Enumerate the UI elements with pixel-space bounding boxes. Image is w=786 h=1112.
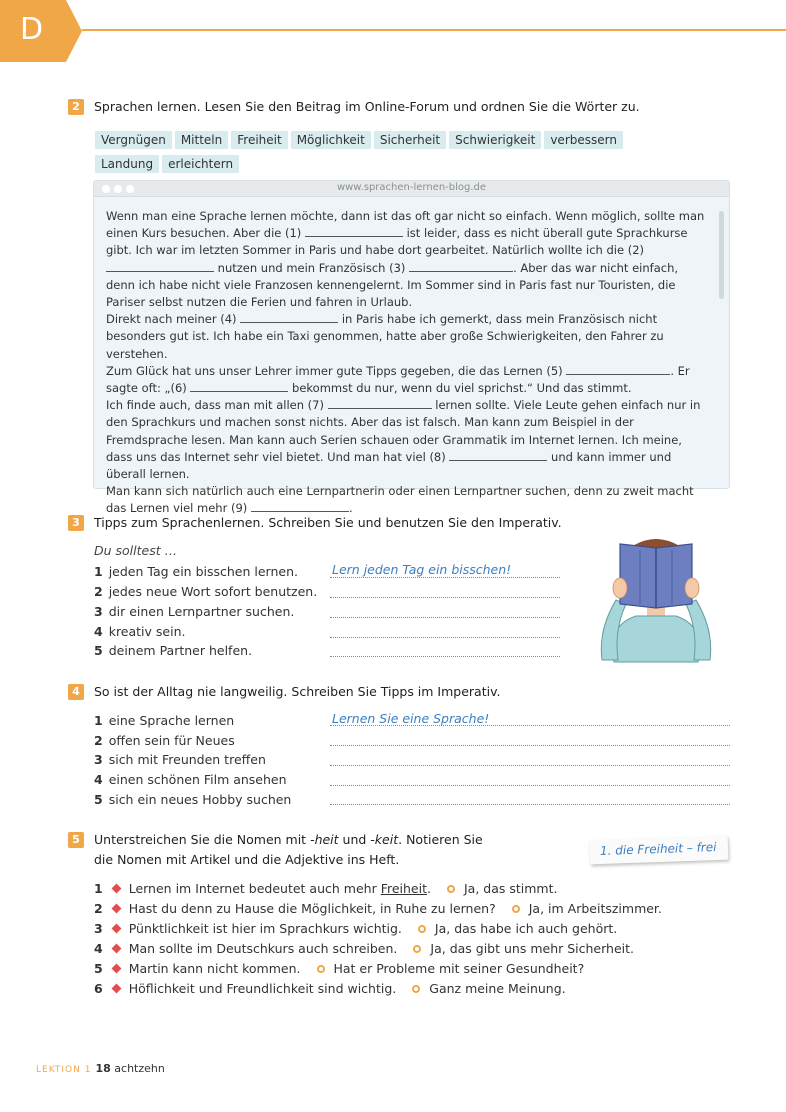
section-letter: D [20, 12, 44, 47]
gap-5[interactable] [566, 364, 670, 375]
gap-1[interactable] [305, 226, 403, 237]
dialogue-row: 6 Höflichkeit und Freundlichkeit sind wichtig. Ganz meine Meinung. [94, 981, 566, 996]
task-row: 4 einen schönen Film ansehen [94, 772, 287, 787]
ring-bullet-icon [447, 885, 455, 893]
word-chip[interactable]: Landung [95, 155, 159, 173]
gap-4[interactable] [240, 312, 338, 323]
word-chip[interactable]: Mitteln [175, 131, 228, 149]
answer-line[interactable] [330, 765, 730, 766]
diamond-bullet-icon [111, 944, 121, 954]
example-answer: Lernen Sie eine Sprache! [332, 711, 490, 726]
task-row: 5 sich ein neues Hobby suchen [94, 792, 292, 807]
task-row: 3 dir einen Lernpartner suchen. [94, 604, 295, 619]
exercise-3-intro: Du solltest … [94, 543, 178, 558]
task-row: 1 eine Sprache lernen [94, 713, 235, 728]
task-row: 1 jeden Tag ein bisschen lernen. [94, 564, 298, 579]
answer-line[interactable] [330, 637, 560, 638]
exercise-2-title: Sprachen lernen. Lesen Sie den Beitrag im Online-Forum und ordnen Sie die Wörter zu. [94, 99, 640, 114]
exercise-3-title: Tipps zum Sprachenlernen. Schreiben Sie und benutzen Sie den Imperativ. [94, 515, 562, 530]
dialogue-row: 1 Lernen im Internet bedeutet auch mehr Freiheit. Ja, das stimmt. [94, 881, 558, 896]
browser-title-bar [94, 181, 729, 197]
header-rule [82, 29, 786, 31]
task-row: 4 kreativ sein. [94, 624, 186, 639]
word-chip[interactable]: Vergnügen [95, 131, 172, 149]
diamond-bullet-icon [111, 924, 121, 934]
word-chip[interactable]: erleichtern [162, 155, 239, 173]
exercise-5-number: 5 [68, 832, 84, 848]
ring-bullet-icon [418, 925, 426, 933]
task-row: 2 offen sein für Neues [94, 733, 235, 748]
gap-3[interactable] [409, 261, 513, 272]
gap-7[interactable] [328, 398, 432, 409]
blog-post-text: Wenn man eine Sprache lernen möchte, dann ist das oft gar nicht so einfach. Wenn möglich, sollte man einen Kurs besuchen. Aber die (1) ist leider, dass es nicht überall gute Sprachkurse gibt. Ich war im letzten Sommer in Paris und habe dort gearbeitet. Natürlich wollte ich die (2) nutzen und mein Französisch (3) . Aber das war nicht einfach, denn ich habe nicht viele Franzosen kennengelernt. Im Sommer sind in Paris fast nur Touristen, die Pariser selbst nutzen die Ferien und fahren in Urlaub. Direkt nach meiner (4) in Paris habe ich gemerkt, dass mein Französisch nicht besonders gut ist. Ich habe ein Taxi genommen, hatte aber große Schwierigkeiten, den Fahrer zu verstehen. Zum Glück hat uns unser Lehrer immer gute Tipps gegeben, die das Lernen (5) . Er sagte oft: „(6) bekommst du nur, wenn du viel sprichst.“ Und das stimmt. Ich finde auch, dass man mit allen (7) lernen sollte. Viele Leute gehen einfach nur in den Sprachkurs und machen sonst nichts. Aber das ist falsch. Man kann zum Beispiel in der Fremdsprache lesen. Man kann auch Serien schauen oder Grammatik im Internet lernen. Ich meine, dass uns das Internet sehr viel bietet. Und man hat viel (8) und kann immer und überall lernen. Man kann sich natürlich auch eine Lernpartnerin oder einen Lernpartner suchen, denn zu zweit macht das Lernen viel mehr (9) . [106, 209, 705, 516]
ring-bullet-icon [413, 945, 421, 953]
task-row: 5 deinem Partner helfen. [94, 643, 253, 658]
browser-url: www.sprachen-lernen-blog.de [336, 182, 487, 193]
answer-line[interactable] [330, 617, 560, 618]
answer-line[interactable] [330, 597, 560, 598]
diamond-bullet-icon [111, 984, 121, 994]
dialogue-row: 3 Pünktlichkeit ist hier im Sprachkurs wichtig. Ja, das habe ich auch gehört. [94, 921, 618, 936]
word-chip[interactable]: Freiheit [231, 131, 287, 149]
gap-2[interactable] [106, 261, 214, 272]
dialogue-row: 2 Hast du denn zu Hause die Möglichkeit, in Ruhe zu lernen? Ja, im Arbeitszimmer. [94, 901, 662, 916]
answer-line[interactable] [330, 725, 730, 726]
answer-line[interactable] [330, 745, 730, 746]
word-chip[interactable]: verbessern [544, 131, 623, 149]
blog-browser-window [93, 180, 730, 516]
dialogue-row: 5 Martin kann nicht kommen. Hat er Probleme mit seiner Gesundheit? [94, 961, 585, 976]
word-bank [95, 129, 655, 177]
ring-bullet-icon [512, 905, 520, 913]
exercise-4-title: So ist der Alltag nie langweilig. Schreiben Sie Tipps im Imperativ. [94, 684, 501, 699]
diamond-bullet-icon [111, 964, 121, 974]
exercise-2-number: 2 [68, 99, 84, 115]
sticky-note-example: 1. die Freiheit – frei [590, 836, 729, 865]
answer-line[interactable] [330, 804, 730, 805]
task-row: 2 jedes neue Wort sofort benutzen. [94, 584, 318, 599]
diamond-bullet-icon [111, 884, 121, 894]
word-chip[interactable]: Sicherheit [374, 131, 446, 149]
task-row: 3 sich mit Freunden treffen [94, 752, 266, 767]
answer-line[interactable] [330, 656, 560, 657]
example-answer: Lern jeden Tag ein bisschen! [332, 562, 512, 577]
gap-8[interactable] [449, 450, 547, 461]
scrollbar[interactable] [719, 211, 724, 299]
diamond-bullet-icon [111, 904, 121, 914]
ring-bullet-icon [412, 985, 420, 993]
page-footer: LEKTION 1 18 achtzehn [36, 1062, 165, 1075]
ring-bullet-icon [317, 965, 325, 973]
gap-6[interactable] [190, 381, 288, 392]
word-chip[interactable]: Möglichkeit [291, 131, 371, 149]
dialogue-row: 4 Man sollte im Deutschkurs auch schreiben. Ja, das gibt uns mehr Sicherheit. [94, 941, 635, 956]
exercise-3-number: 3 [68, 515, 84, 531]
person-reading-illustration [596, 530, 716, 664]
answer-line[interactable] [330, 577, 560, 578]
gap-9[interactable] [251, 501, 349, 512]
answer-line[interactable] [330, 785, 730, 786]
exercise-4-number: 4 [68, 684, 84, 700]
word-chip[interactable]: Schwierigkeit [449, 131, 541, 149]
exercise-5-title: Unterstreichen Sie die Nomen mit -heit und -keit. Notieren Sie die Nomen mit Artikel und die Adjektive ins Heft. [94, 832, 483, 867]
